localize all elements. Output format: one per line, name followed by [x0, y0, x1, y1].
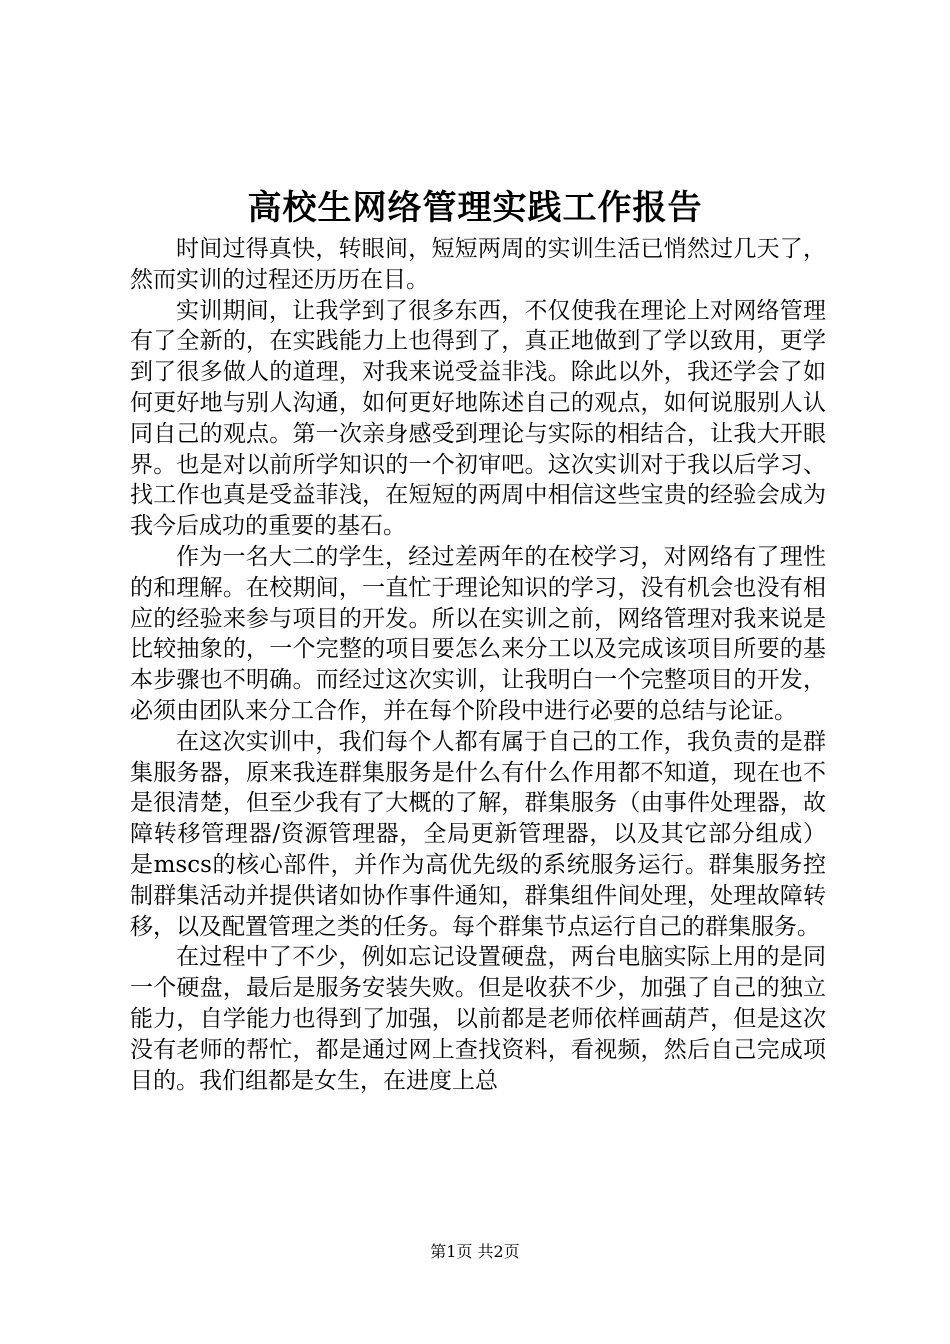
document-body: [130, 234, 826, 1096]
page-number-footer: 第1页 共2页: [430, 1242, 520, 1261]
paragraph-3: 作为一名大二的学生，经过差两年的在校学习，对网络有了理性的和理解。在校期间，一直忙于理论知识的学习，没有机会也没有相应的经验来参与项目的开发。所以在实训之前，网络管理对我来说是比较抽象的，一个完整的项目要怎么来分工以及完成该项目所要的基本步骤也不明确。而经过这次实训，让我明白一个完整项目的开发，必须由团队来分工合作，并在每个阶段中进行必要的总结与论证。: [130, 543, 826, 724]
paragraph-5: 在过程中了不少，例如忘记设置硬盘，两台电脑实际上用的是同一个硬盘，最后是服务安装失败。但是收获不少，加强了自己的独立能力，自学能力也得到了加强，以前都是老师依样画葫芦，但是这次没有老师的帮忙，都是通过网上查找资料，看视频，然后自己完成项目的。我们组都是女生，在进度上总: [130, 944, 826, 1094]
paragraph-4: 在这次实训中，我们每个人都有属于自己的工作，我负责的是群集服务器，原来我连群集服务是什么有什么作用都不知道，现在也不是很清楚，但至少我有了大概的了解，群集服务（由事件处理器，故障转移管理器/资源管理器，全局更新管理器，以及其它部分组成）是mscs的核心部件，并作为高优先级的系统服务运行。群集服务控制群集活动并提供诸如协作事件通知，群集组件间处理，处理故障转移，以及配置管理之类的任务。每个群集节点运行自己的群集服务。: [130, 728, 826, 940]
page-title: 高校生网络管理实践工作报告: [247, 188, 703, 228]
paragraph-2: 实训期间，让我学到了很多东西，不仅使我在理论上对网络管理有了全新的，在实践能力上也得到了，真正地做到了学以致用，更学到了很多做人的道理，对我来说受益非浅。除此以外，我还学会了如何更好地与别人沟通，如何更好地陈述自己的观点，如何说服别人认同自己的观点。第一次亲身感受到理论与实际的相结合，让我大开眼界。也是对以前所学知识的一个初审吧。这次实训对于我以后学习、找工作也真是受益菲浅，在短短的两周中相信这些宝贵的经验会成为我今后成功的重要的基石。: [130, 297, 826, 540]
paragraph-1: 时间过得真快，转眼间，短短两周的实训生活已悄然过几天了，然而实训的过程还历历在目。: [130, 236, 826, 293]
